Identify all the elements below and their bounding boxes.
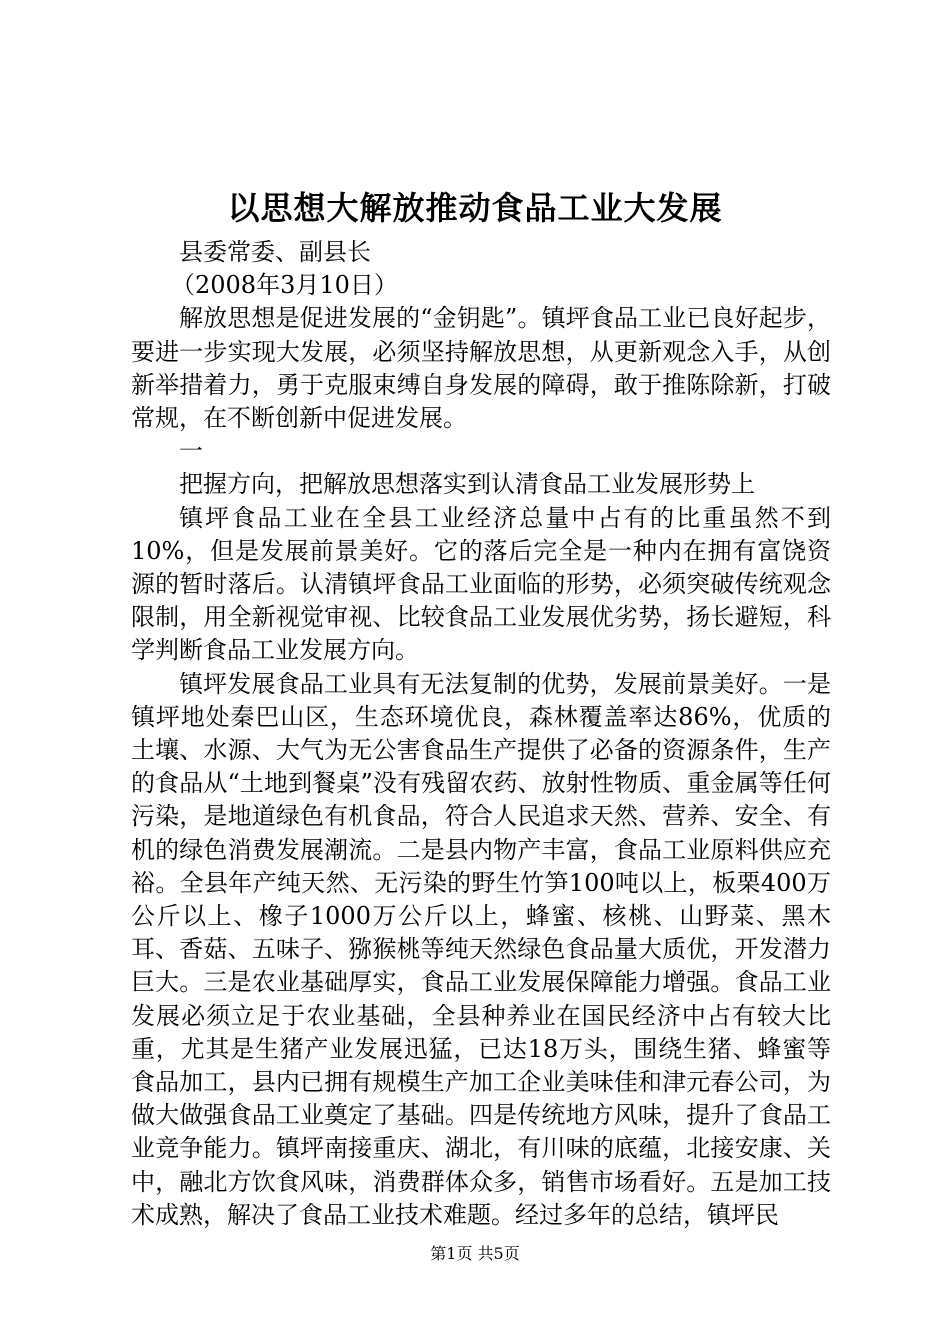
document-title: 以思想大解放推动食品工业大发展 — [227, 189, 723, 227]
paragraph-situation: 镇坪食品工业在全县工业经济总量中占有的比重虽然不到10%，但是发展前景美好。它的落后完全是一种内在拥有富饶资源的暂时落后。认清镇坪食品工业面临的形势，必须突破传统观念限制，用全新视觉审视、比较食品工业发展优劣势，扬长避短，科学判断食品工业发展方向。 — [131, 503, 831, 665]
page-footer: 第1页 共5页 — [430, 1244, 520, 1263]
document-body — [131, 236, 831, 1232]
author-line: 县委常委、副县长 — [179, 238, 371, 266]
section-number: 一 — [179, 437, 203, 466]
paragraph-advantages: 镇坪发展食品工业具有无法复制的优势，发展前景美好。一是镇坪地处秦巴山区，生态环境优良，森林覆盖率达86%，优质的土壤、水源、大气为无公害食品生产提供了必备的资源条件，生产的食品从“土地到餐桌”没有残留农药、放射性物质、重金属等任何污染，是地道绿色有机食品，符合人民追求天然、营养、安全、有机的绿色消费发展潮流。二是县内物产丰富，食品工业原料供应充裕。全县年产纯天然、无污染的野生竹笋100吨以上，板栗400万公斤以上、橡子1000万公斤以上，蜂蜜、核桃、山野菜、黑木耳、香菇、五味子、猕猴桃等纯天然绿色食品量大质优，开发潜力巨大。三是农业基础厚实，食品工业发展保障能力增强。食品工业发展必须立足于农业基础，全县种养业在国民经济中占有较大比重，尤其是生猪产业发展迅猛，已达18万头，围绕生猪、蜂蜜等食品加工，县内已拥有规模生产加工企业美味佳和津元春公司，为做大做强食品工业奠定了基础。四是传统地方风味，提升了食品工业竞争能力。镇坪南接重庆、湖北，有川味的底蕴，北接安康、关中，融北方饮食风味，消费群体众多，销售市场看好。五是加工技术成熟，解决了食品工业技术难题。经过多年的总结，镇坪民 — [131, 669, 831, 1229]
paragraph-intro: 解放思想是促进发展的“金钥匙”。镇坪食品工业已良好起步，要进一步实现大发展，必须坚持解放思想，从更新观念入手，从创新举措着力，勇于克服束缚自身发展的障碍，敢于推陈除新，打破常规，在不断创新中促进发展。 — [131, 304, 831, 433]
section-heading: 把握方向，把解放思想落实到认清食品工业发展形势上 — [179, 470, 755, 499]
date-line: （2008年3月10日） — [171, 271, 398, 300]
